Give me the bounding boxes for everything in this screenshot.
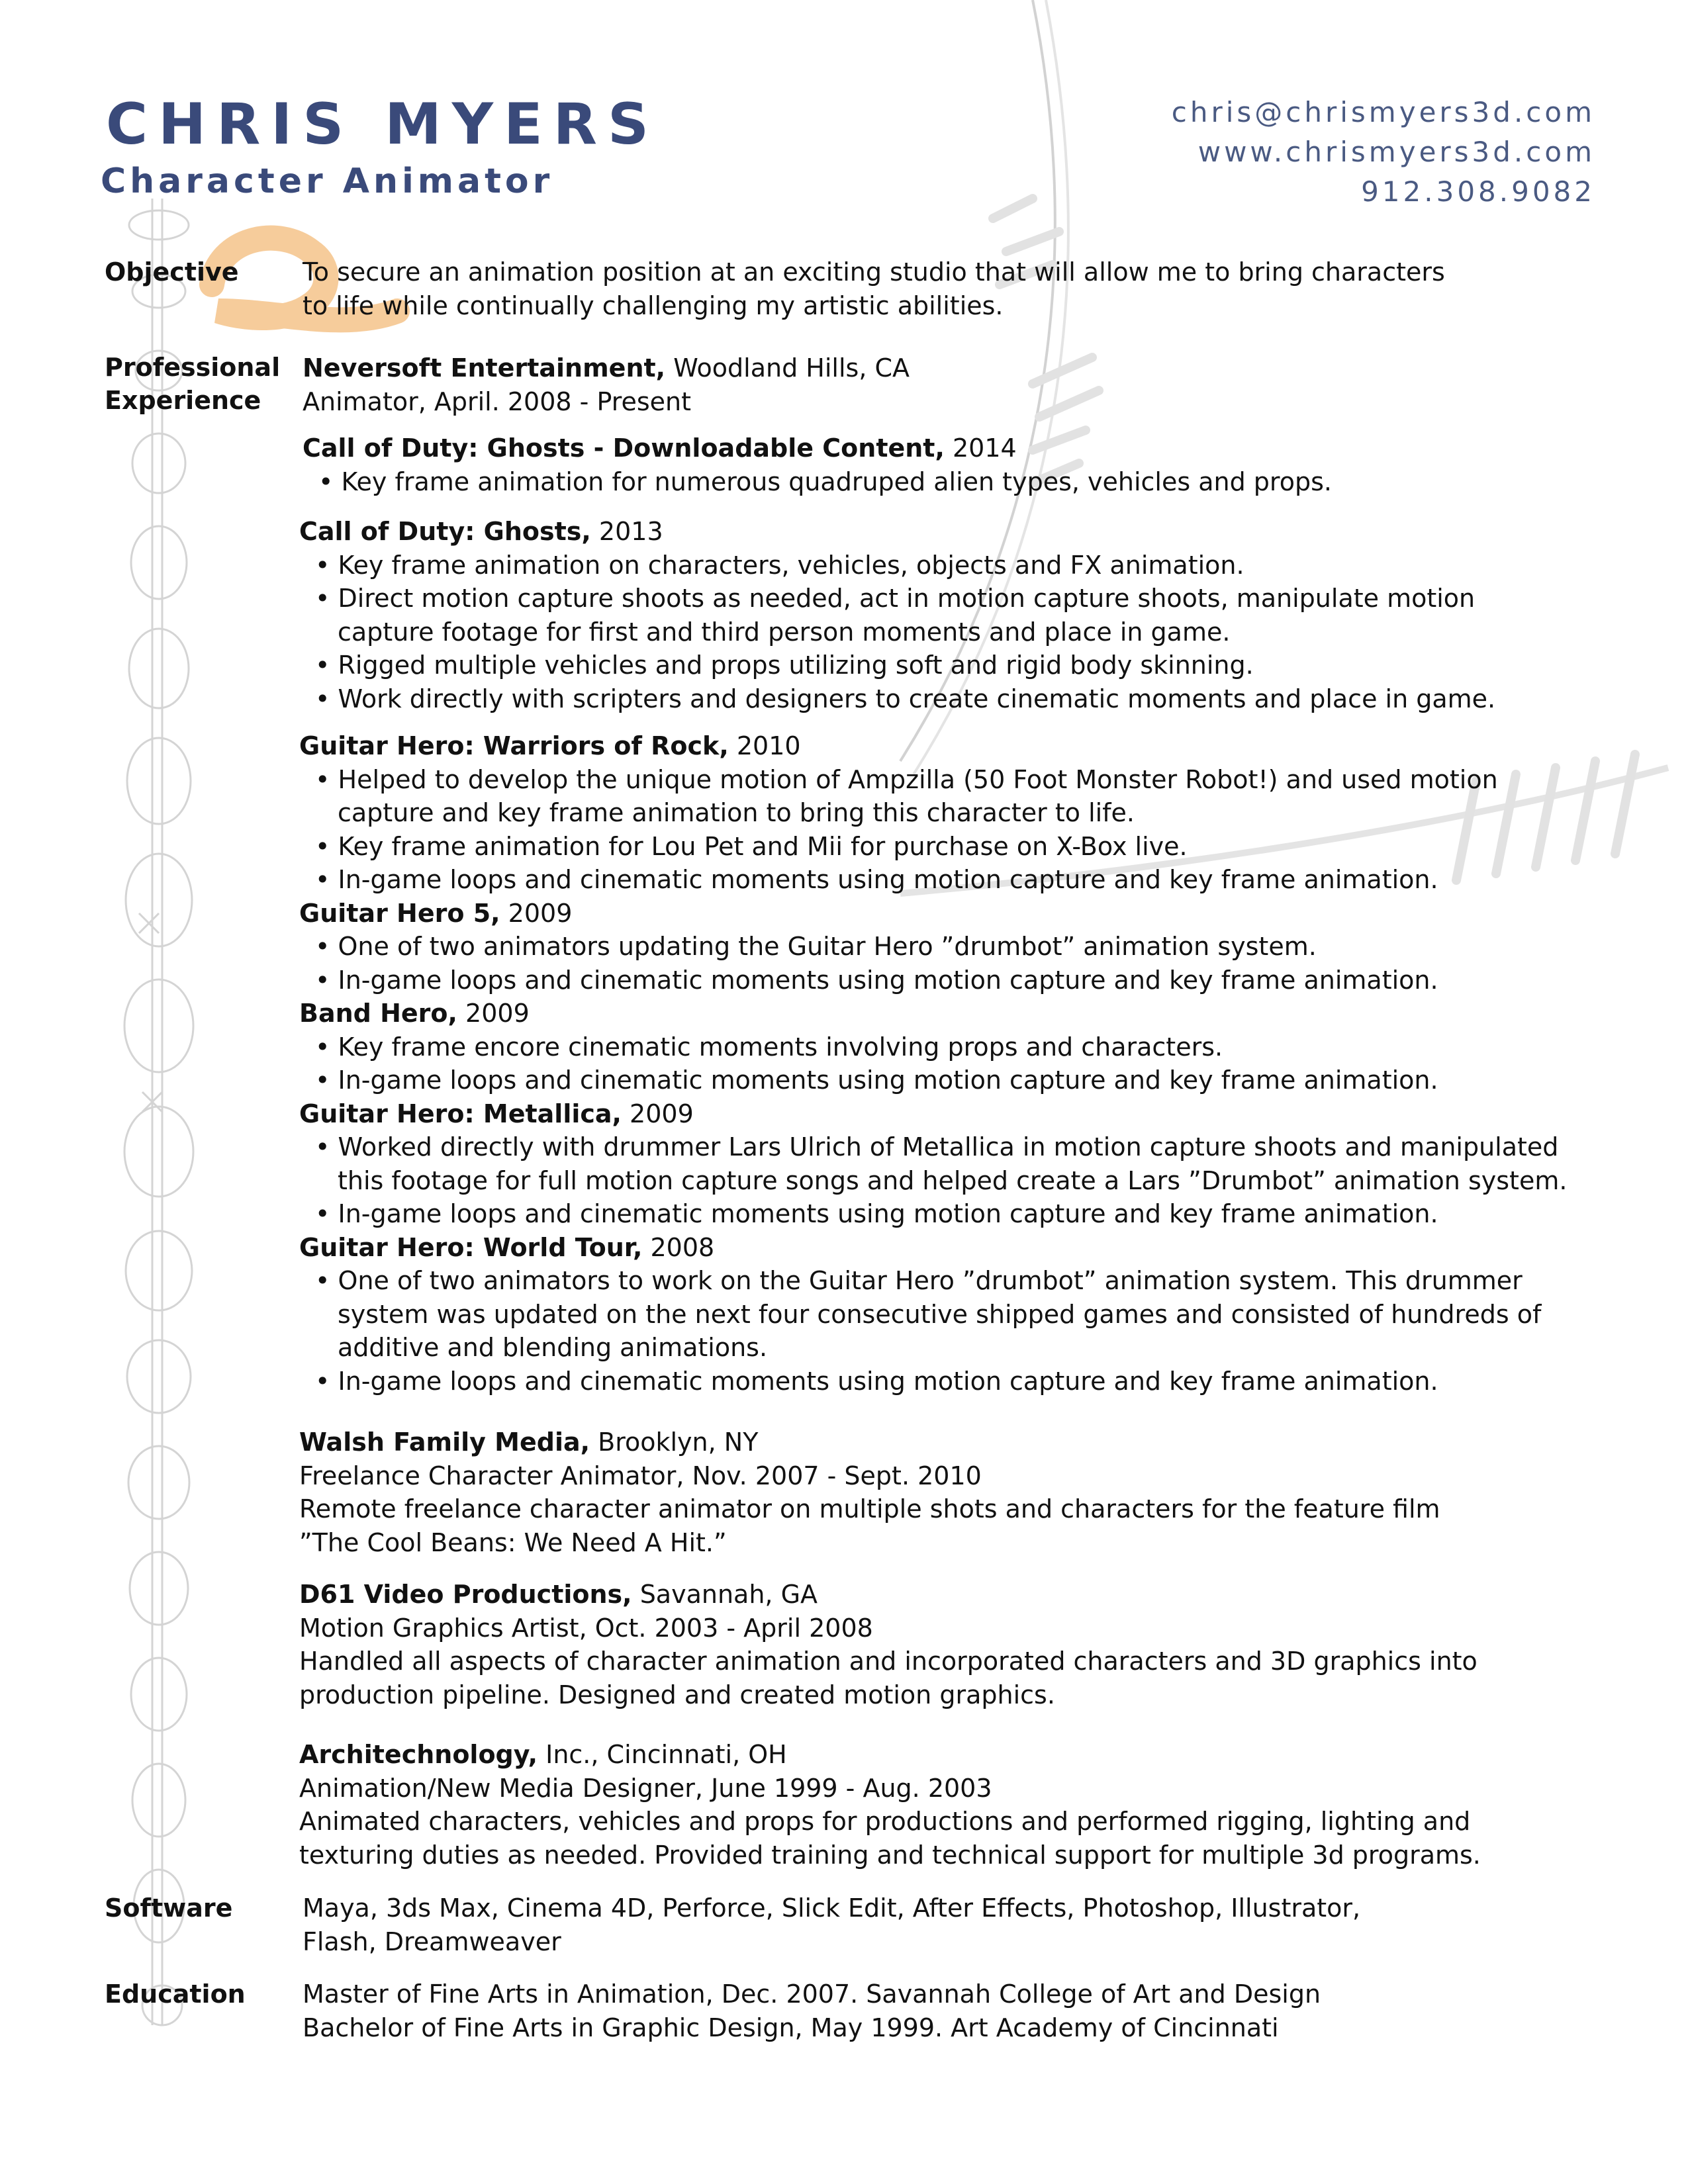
bullet-item: • One of two animators to work on the Guitar Hero ”drumbot” animation system. This drummer bbox=[315, 1266, 1523, 1295]
company-location: Woodland Hills, CA bbox=[665, 353, 910, 383]
bullet-item: • In-game loops and cinematic moments using motion capture and key frame animation. bbox=[315, 965, 1438, 995]
education-label: Education bbox=[105, 1979, 246, 2009]
company-name: D61 Video Productions, bbox=[299, 1580, 632, 1609]
education-list bbox=[303, 1978, 1321, 2044]
bullet-item-continued: capture footage for first and third person moments and place in game. bbox=[338, 617, 1231, 647]
project-title: Band Hero, bbox=[299, 999, 457, 1028]
project-title: Guitar Hero: Warriors of Rock, bbox=[299, 731, 729, 760]
project-year: 2009 bbox=[621, 1099, 694, 1128]
bullet-item: • Key frame encore cinematic moments involving props and characters. bbox=[315, 1032, 1223, 1062]
project-year: 2008 bbox=[642, 1232, 715, 1262]
project-title: Guitar Hero 5, bbox=[299, 898, 500, 928]
company-name: Walsh Family Media, bbox=[299, 1428, 590, 1457]
bullet-item: • Key frame animation for numerous quadruped alien types, vehicles and props. bbox=[318, 467, 1332, 496]
job-role: Animation/New Media Designer, June 1999 - Aug. 2003 bbox=[299, 1773, 992, 1803]
objective-label: Objective bbox=[105, 257, 239, 287]
company-location: Savannah, GA bbox=[632, 1580, 818, 1609]
bullet-item: • Key frame animation on characters, vehicles, objects and FX animation. bbox=[315, 550, 1244, 580]
project-year: 2009 bbox=[457, 999, 530, 1028]
bullet-item: • Helped to develop the unique motion of Ampzilla (50 Foot Monster Robot!) and used motion bbox=[315, 764, 1498, 794]
company-name: Neversoft Entertainment, bbox=[303, 353, 666, 383]
project-title: Call of Duty: Ghosts - Downloadable Content, bbox=[303, 433, 945, 463]
project-year: 2010 bbox=[728, 731, 801, 760]
candidate-title: Character Animator bbox=[101, 161, 554, 201]
website-link[interactable]: www.chrismyers3d.com bbox=[1197, 136, 1595, 168]
email-link[interactable]: chris@chrismyers3d.com bbox=[1171, 96, 1595, 128]
job-walsh bbox=[299, 1426, 1440, 1559]
job-d61 bbox=[299, 1578, 1477, 1711]
job-neversoft bbox=[303, 351, 910, 418]
experience-label-line2: Experience bbox=[105, 386, 261, 415]
company-location: Brooklyn, NY bbox=[590, 1428, 759, 1457]
bullet-item-continued: additive and blending animations. bbox=[338, 1333, 768, 1362]
software-list bbox=[303, 1891, 1360, 1958]
project-cod-ghosts bbox=[299, 515, 1495, 715]
job-description: Handled all aspects of character animation and incorporated characters and 3D graphics into bbox=[299, 1647, 1477, 1676]
phone-number: 912.308.9082 bbox=[1361, 175, 1595, 208]
project-year: 2013 bbox=[590, 517, 663, 546]
project-title: Call of Duty: Ghosts, bbox=[299, 517, 591, 546]
experience-label-line1: Professional bbox=[105, 353, 281, 382]
project-year: 2014 bbox=[944, 433, 1017, 463]
software-line: Flash, Dreamweaver bbox=[303, 1927, 561, 1956]
software-line: Maya, 3ds Max, Cinema 4D, Perforce, Slick Edit, After Effects, Photoshop, Illustrator, bbox=[303, 1893, 1361, 1923]
project-year: 2009 bbox=[500, 898, 573, 928]
candidate-name: CHRIS MYERS bbox=[106, 91, 659, 158]
education-line: Bachelor of Fine Arts in Graphic Design, May 1999. Art Academy of Cincinnati bbox=[303, 2013, 1279, 2042]
job-role: Freelance Character Animator, Nov. 2007 - Sept. 2010 bbox=[299, 1461, 982, 1490]
bullet-item: • Rigged multiple vehicles and props utilizing soft and rigid body skinning. bbox=[315, 651, 1254, 680]
bullet-item-continued: this footage for full motion capture songs and helped create a Lars ”Drumbot” animation system. bbox=[338, 1165, 1568, 1195]
education-line: Master of Fine Arts in Animation, Dec. 2007. Savannah College of Art and Design bbox=[303, 1979, 1321, 2009]
contact-block bbox=[1172, 93, 1595, 212]
bullet-item: • Key frame animation for Lou Pet and Mii for purchase on X-Box live. bbox=[315, 831, 1188, 861]
bullet-item: • In-game loops and cinematic moments using motion capture and key frame animation. bbox=[315, 1199, 1438, 1228]
objective-text bbox=[303, 255, 1445, 322]
job-role: Animator, April. 2008 - Present bbox=[303, 387, 692, 416]
project-title: Guitar Hero: Metallica, bbox=[299, 1099, 622, 1128]
bullet-item-continued: capture and key frame animation to bring this character to life. bbox=[338, 798, 1135, 827]
project-guitar-hero-group bbox=[299, 729, 1567, 1398]
software-label: Software bbox=[105, 1893, 233, 1923]
bullet-item: • In-game loops and cinematic moments using motion capture and key frame animation. bbox=[315, 1366, 1438, 1396]
bullet-item: • One of two animators updating the Guitar Hero ”drumbot” animation system. bbox=[315, 932, 1317, 961]
job-description: Remote freelance character animator on multiple shots and characters for the feature film bbox=[299, 1494, 1440, 1524]
experience-label bbox=[105, 351, 280, 417]
company-name: Architechnology, bbox=[299, 1740, 538, 1769]
bullet-item: • Direct motion capture shoots as needed, act in motion capture shoots, manipulate motion bbox=[315, 584, 1476, 613]
job-description: texturing duties as needed. Provided training and technical support for multiple 3d programs. bbox=[299, 1840, 1481, 1870]
project-title: Guitar Hero: World Tour, bbox=[299, 1232, 643, 1262]
bullet-item: • In-game loops and cinematic moments using motion capture and key frame animation. bbox=[315, 865, 1438, 894]
bullet-item-continued: system was updated on the next four consecutive shipped games and consisted of hundreds of bbox=[338, 1299, 1542, 1329]
job-role: Motion Graphics Artist, Oct. 2003 - April 2008 bbox=[299, 1613, 873, 1643]
company-location: Inc., Cincinnati, OH bbox=[538, 1740, 787, 1769]
job-description: production pipeline. Designed and created motion graphics. bbox=[299, 1680, 1055, 1709]
objective-line: To secure an animation position at an exciting studio that will allow me to bring characters bbox=[303, 257, 1445, 287]
job-description: Animated characters, vehicles and props for productions and performed rigging, lighting and bbox=[299, 1807, 1471, 1836]
job-description: ”The Cool Beans: We Need A Hit.” bbox=[299, 1527, 727, 1557]
job-architechnology bbox=[299, 1738, 1481, 1872]
objective-line: to life while continually challenging my artistic abilities. bbox=[303, 291, 1004, 320]
bullet-item: • Worked directly with drummer Lars Ulrich of Metallica in motion capture shoots and manipulated bbox=[315, 1132, 1559, 1161]
bullet-item: • Work directly with scripters and designers to create cinematic moments and place in game. bbox=[315, 684, 1496, 713]
project-cod-dlc bbox=[303, 432, 1332, 498]
bullet-item: • In-game loops and cinematic moments using motion capture and key frame animation. bbox=[315, 1066, 1438, 1095]
spine-sketch bbox=[124, 199, 193, 2025]
